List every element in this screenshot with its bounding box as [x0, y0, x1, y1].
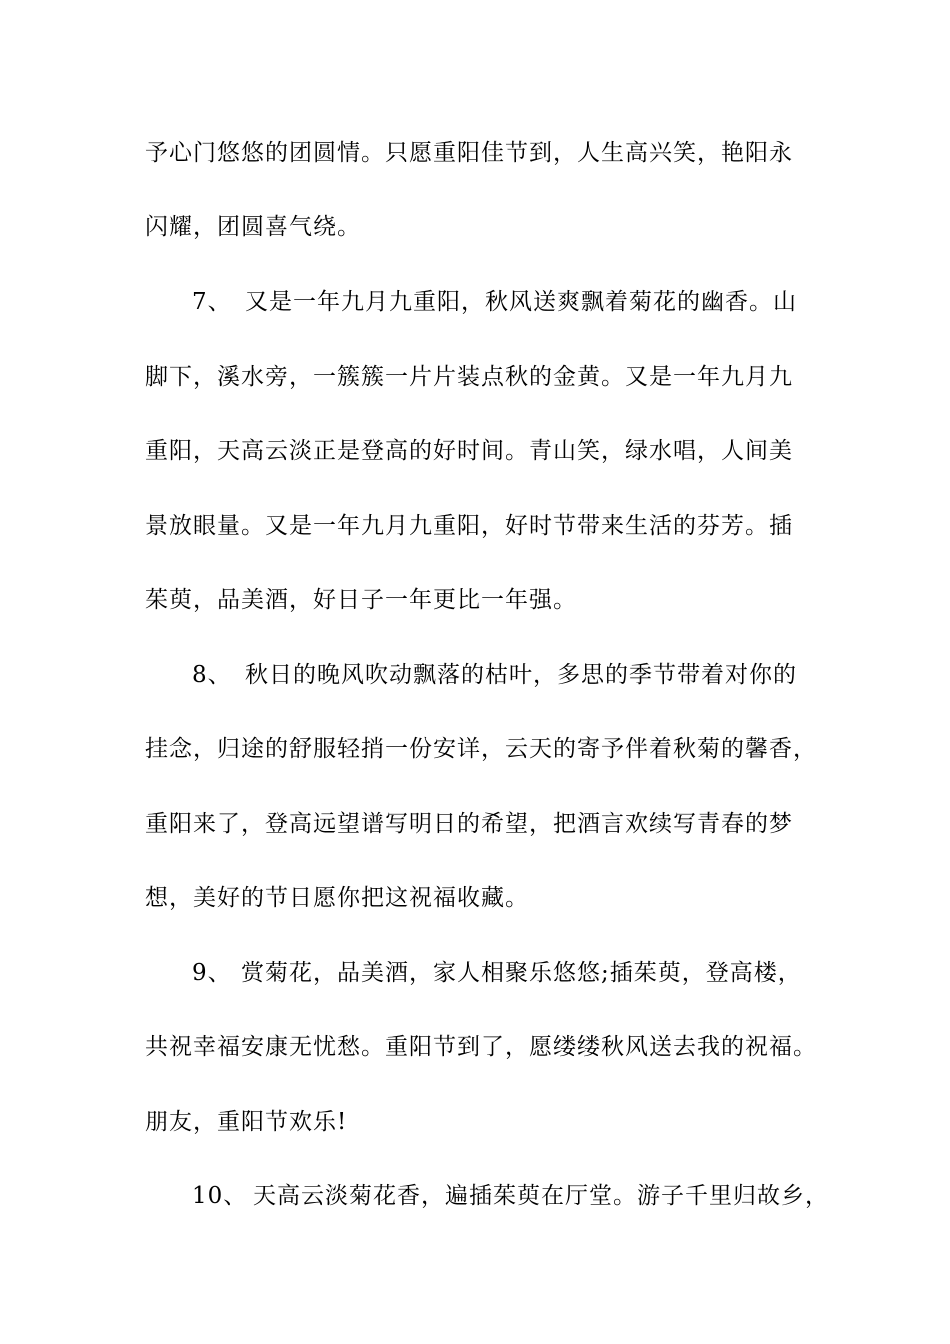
text-line: 挂念，归途的舒服轻捎一份安详，云天的寄予伴着秋菊的馨香， [145, 736, 817, 762]
list-number: 9、 [192, 960, 232, 986]
text-line: 赏菊花，品美酒，家人相聚乐悠悠;插茱萸，登高楼， [241, 960, 802, 986]
text-line: 重阳，天高云淡正是登高的好时间。青山笑，绿水唱，人间美 [145, 438, 793, 464]
text-line: 又是一年九月九重阳，秋风送爽飘着菊花的幽香。山 [245, 289, 797, 315]
text-line: 重阳来了，登高远望谱写明日的希望，把酒言欢续写青春的梦 [145, 811, 793, 837]
text-line: 秋日的晚风吹动飘落的枯叶，多思的季节带着对你的 [245, 662, 797, 688]
list-number: 10、 [192, 1183, 248, 1209]
list-number: 7、 [192, 289, 232, 315]
text-line: 天高云淡菊花香，遍插茱萸在厅堂。游子千里归故乡， [253, 1183, 829, 1209]
text-line: 脚下，溪水旁，一簇簇一片片装点秋的金黄。又是一年九月九 [145, 364, 793, 390]
text-line: 予心门悠悠的团圆情。只愿重阳佳节到，人生高兴笑，艳阳永 [145, 140, 793, 166]
text-line: 朋友，重阳节欢乐! [145, 1109, 348, 1135]
text-line: 闪耀，团圆喜气绕。 [145, 214, 361, 240]
text-line: 茱萸，品美酒，好日子一年更比一年强。 [145, 587, 577, 613]
text-line: 想，美好的节日愿你把这祝福收藏。 [145, 885, 529, 911]
list-number: 8、 [192, 662, 232, 688]
text-line: 景放眼量。又是一年九月九重阳，好时节带来生活的芬芳。插 [145, 513, 793, 539]
text-line: 共祝幸福安康无忧愁。重阳节到了，愿缕缕秋风送去我的祝福。 [145, 1034, 817, 1060]
